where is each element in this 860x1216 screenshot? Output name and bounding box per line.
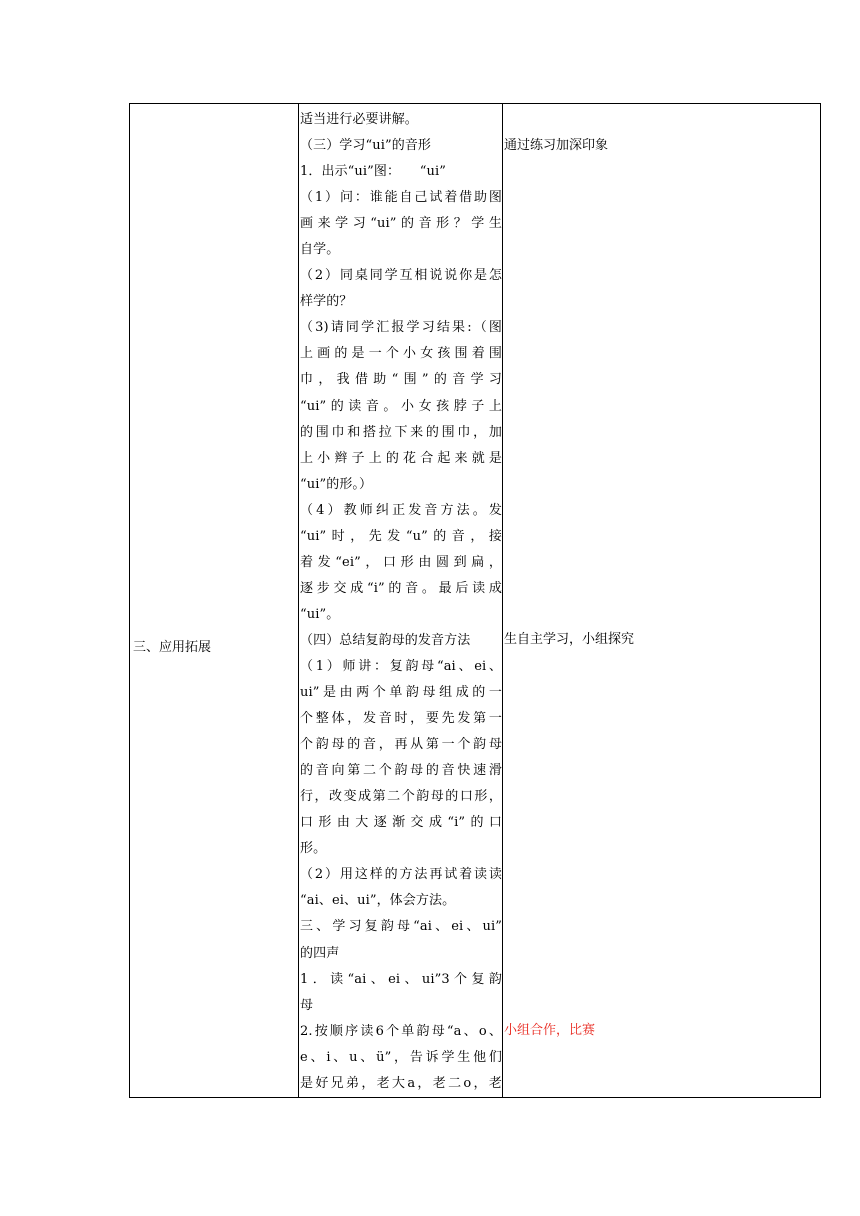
section-label: 三、应用拓展: [133, 640, 212, 655]
content-line: 行，改变成第二个韵母的口形，: [300, 789, 502, 805]
content-line: 是好兄弟，老大a，老二o，老: [300, 1075, 502, 1091]
content-line: 巾，我借助“围”的音学习: [300, 372, 502, 388]
content-line: 口形由大逐渐交成“i”的口: [300, 815, 502, 831]
note-group-work: 小组合作，比赛: [504, 1023, 596, 1038]
content-line: “ui”。: [300, 606, 340, 622]
content-line: “ai、ei、ui”，体会方法。: [300, 893, 456, 909]
content-line: 个韵母的音，再从第一个韵母: [300, 737, 502, 753]
content-line: 的围巾和搭拉下来的围巾，加: [300, 424, 502, 440]
content-line: 的四声: [300, 945, 340, 961]
content-line: 适当进行必要讲解。: [300, 112, 418, 127]
content-line: （3)请同学汇报学习结果:（图: [300, 320, 502, 336]
content-line: 三、学习复韵母“ai、ei、ui”: [300, 919, 502, 935]
content-line: （2）用这样的方法再试着读读: [300, 867, 502, 883]
lesson-plan-table: [129, 103, 821, 1098]
content-line: （1）问：谁能自己试着借助图: [300, 190, 502, 206]
section-cell: [130, 104, 299, 1098]
content-line: e、i、u、ü”，告诉学生他们: [300, 1049, 502, 1065]
content-line: 1．读“ai、ei、ui”3个复韵: [300, 971, 502, 987]
content-text: [299, 104, 502, 1097]
content-line: 上画的是一个小女孩围着围: [300, 346, 502, 362]
content-line: （2）同桌同学互相说说你是怎: [300, 268, 502, 284]
content-line: “ui”的读音。小女孩脖子上: [300, 398, 502, 414]
content-line: （四）总结复韵母的发音方法: [300, 632, 471, 648]
content-line: （1）师讲：复韵母“ai、ei、: [300, 658, 502, 674]
note-self-study: 生自主学习，小组探究: [504, 632, 635, 647]
content-line: 自学。: [300, 242, 340, 258]
content-line: ui”是由两个单韵母组成的一: [300, 685, 502, 701]
content-line: 画来学习“ui”的音形？学生: [300, 216, 502, 232]
content-line: 个整体，发音时，要先发第一: [300, 711, 502, 727]
content-line: （4）教师纠正发音方法。发: [300, 502, 502, 518]
content-line: （三）学习“ui”的音形: [300, 138, 432, 154]
content-line: “ui”的形。）: [300, 476, 373, 492]
content-line: 1．出示“ui”图： “ui”: [300, 164, 447, 180]
content-line: 2.按顺序读6个单韵母“a、o、: [300, 1023, 502, 1039]
content-cell: [299, 104, 503, 1098]
content-line: 的音向第二个韵母的音快速滑: [300, 763, 502, 779]
content-line: 样学的？: [300, 294, 353, 310]
note-practice: 通过练习加深印象: [504, 138, 609, 153]
content-line: 母: [300, 997, 314, 1013]
content-line: 逐步交成“i”的音。最后读成: [300, 580, 502, 596]
table-row: [130, 104, 821, 1098]
content-line: 着发“ei”，口形由圆到扁，: [300, 554, 502, 570]
notes-cell: [503, 104, 821, 1098]
content-line: 上小辫子上的花合起来就是: [300, 450, 502, 466]
content-line: 形。: [300, 841, 327, 857]
content-line: “ui”时，先发“u”的音，接: [300, 528, 502, 544]
